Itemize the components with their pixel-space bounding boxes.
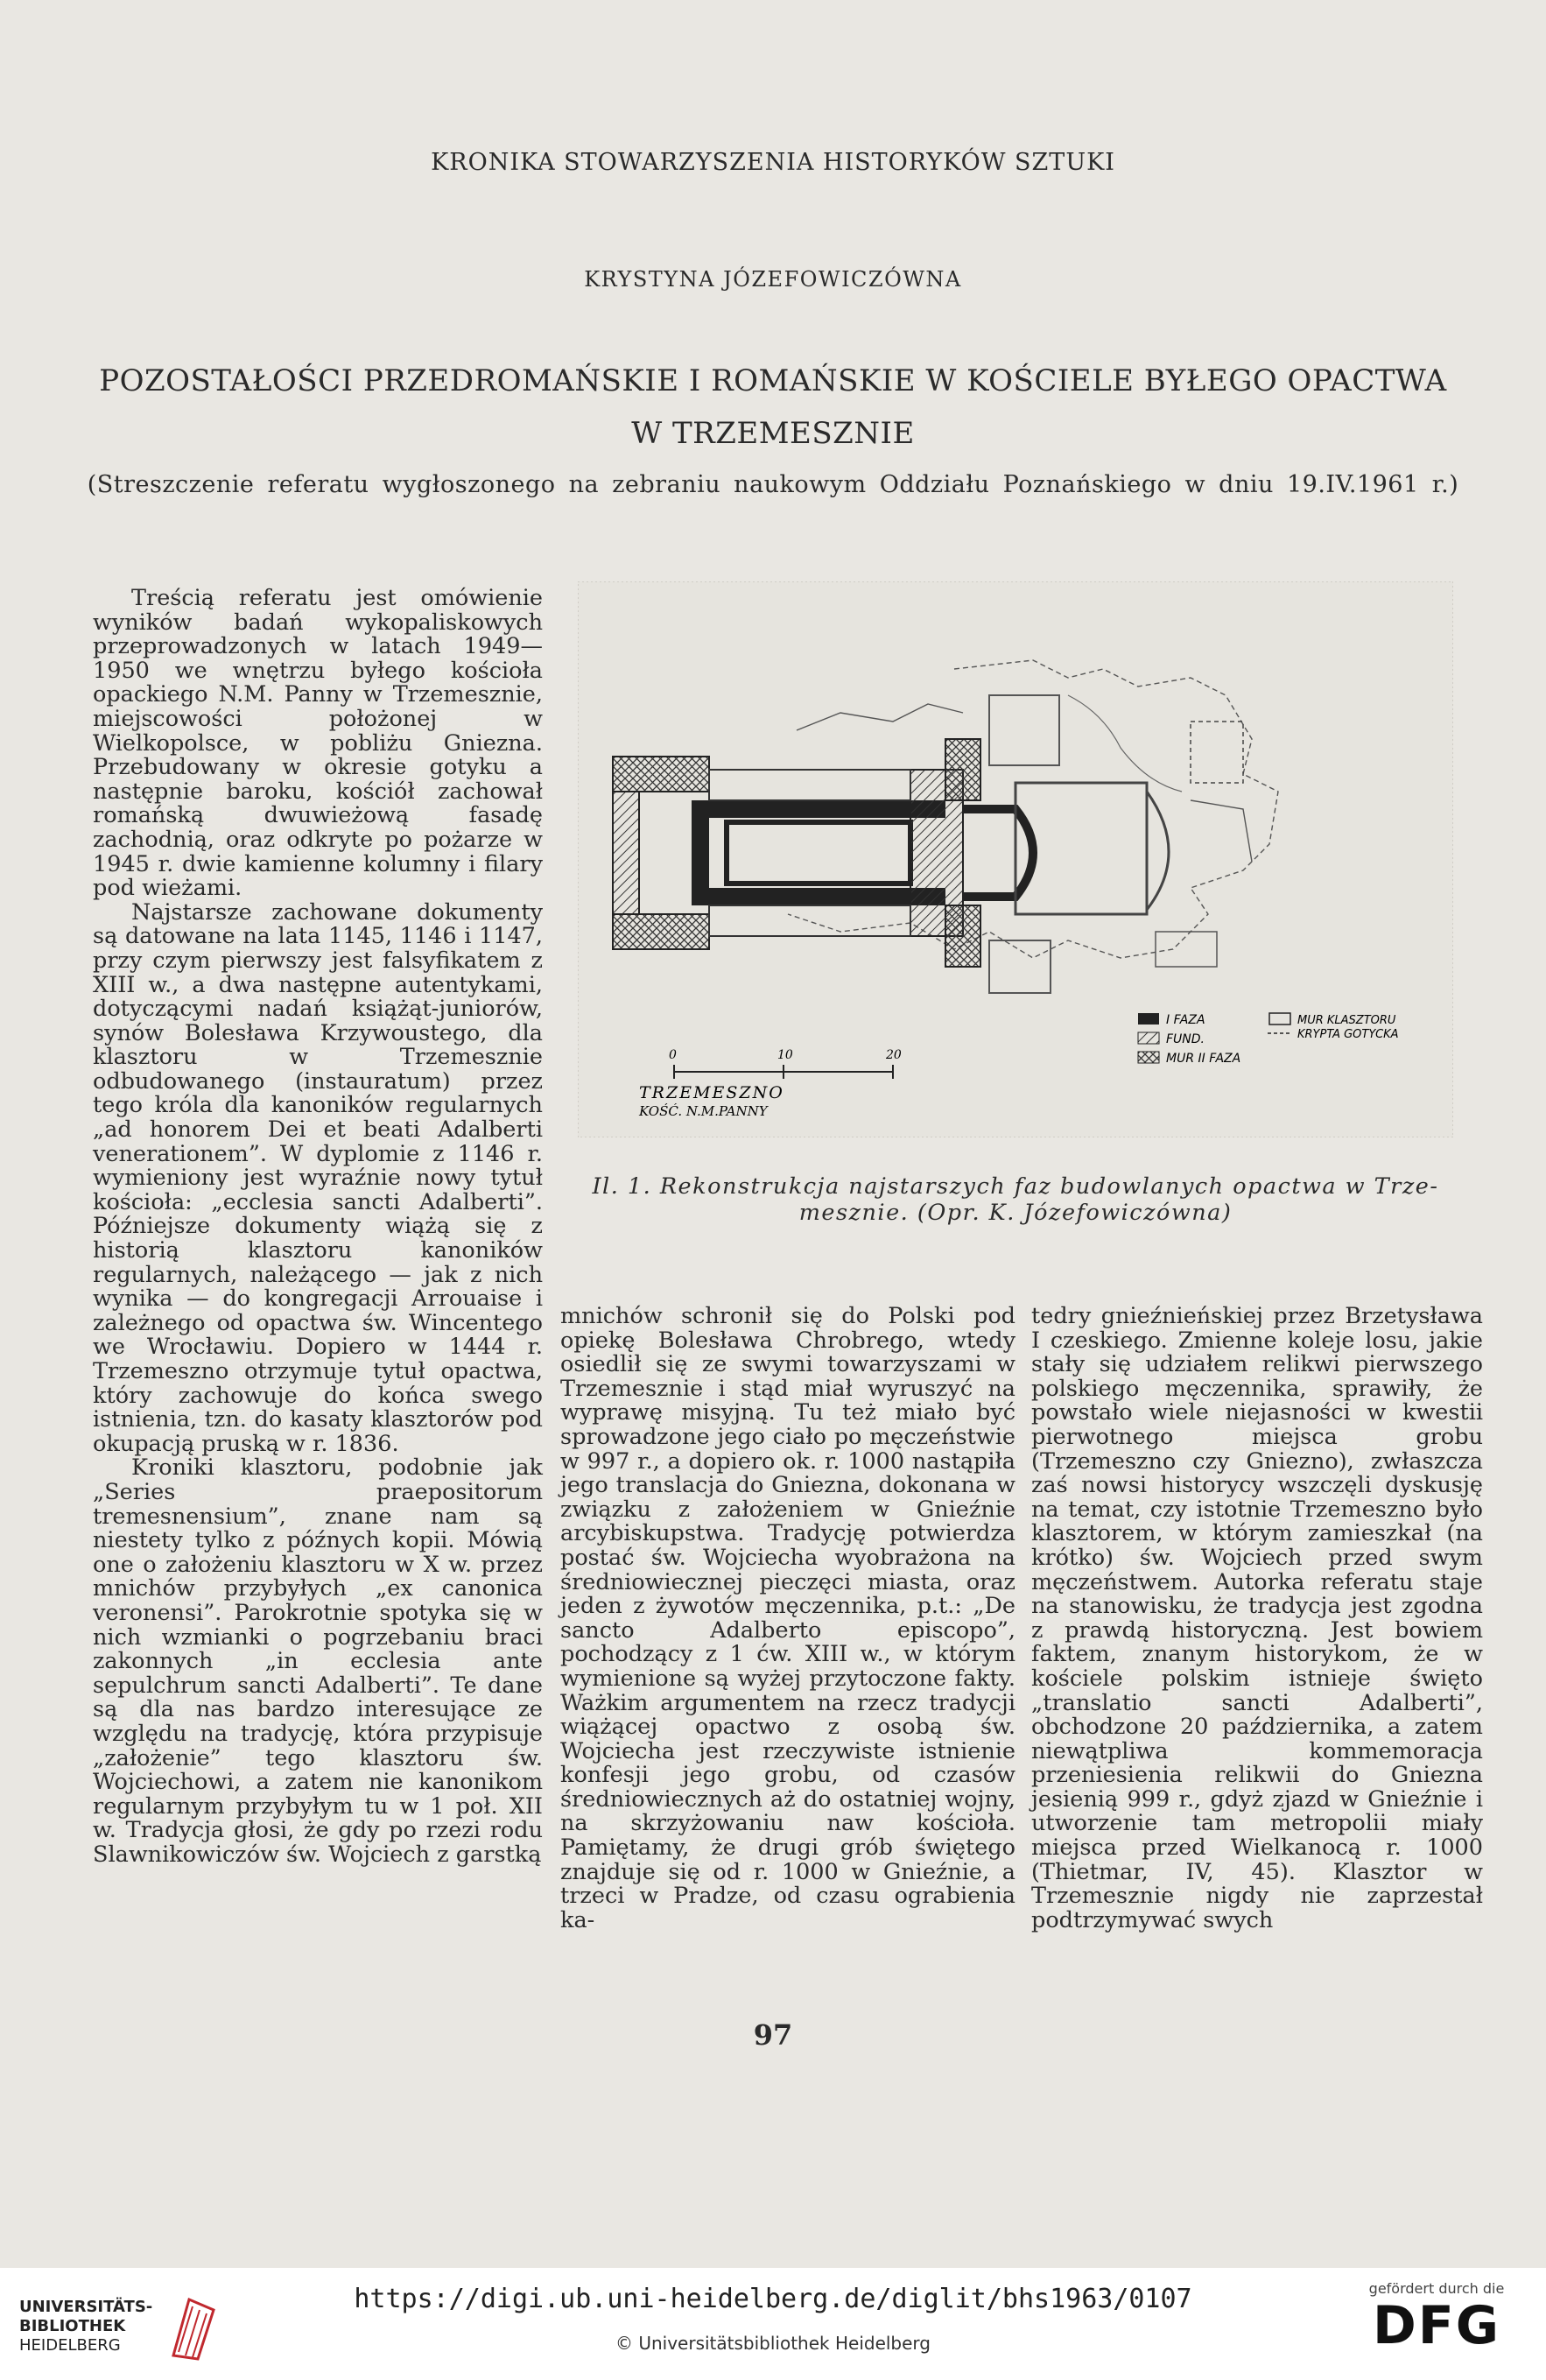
digitization-footer <box>0 2268 1546 2380</box>
text-column-2 <box>560 1305 1015 1933</box>
scale-mark-0: 0 <box>669 1048 677 1062</box>
permalink-url[interactable]: https://digi.ub.uni-heidelberg.de/diglit/bhs1963/0107 <box>354 2284 1192 2314</box>
scale-mark-10: 10 <box>777 1048 793 1062</box>
site-label: TRZEMESZNO <box>639 1083 784 1102</box>
legend-wall-phase2: MUR II FAZA <box>1166 1052 1241 1066</box>
author-name: KRYSTYNA JÓZEFOWICZÓWNA <box>584 267 962 292</box>
library-name-line1: UNIVERSITÄTS- <box>19 2298 153 2316</box>
page-number: 97 <box>753 2018 793 2052</box>
article-title <box>0 355 1546 460</box>
paragraph: Treścią referatu jest omówienie wyników badań wykopaliskowych przeprowadzonych w latach 1949—1950 we wnętrzu byłego kościoła opackiego N.M. Panny w Trzemesznie, miejscowości położonej w Wielkopolsce, w pobliżu Gniezna. Przebudowany w okresie gotyku a następnie baroku, kościół zachował romańską dwuwieżową fasadę zachodnią, oraz odkryte po pożarze w 1945 r. dwie kamienne kolumny i filary pod wieżami. <box>93 585 543 902</box>
library-name-line2: BIBLIOTHEK <box>19 2317 126 2335</box>
figure-caption-line1: Il. 1. Rekonstrukcja najstarszych faz budowlanych opactwa w Trze- <box>592 1173 1439 1200</box>
funder-note: gefördert durch die <box>1368 2280 1505 2297</box>
floor-plan-figure <box>578 581 1453 1137</box>
article-title-line2: W TRZEMESZNIE <box>631 416 915 451</box>
article-title-line1: POZOSTAŁOŚCI PRZEDROMAŃSKIE I ROMAŃSKIE W KOŚCIELE BYŁEGO OPACTWA <box>99 363 1447 398</box>
legend-monastery-wall: MUR KLASZTORU <box>1297 1014 1396 1027</box>
dfg-logo-text: DFG <box>1372 2295 1501 2356</box>
text-column-1 <box>93 587 543 1867</box>
paragraph: Kroniki klasztoru, podobnie jak „Series praepositorum tremesnensium”, znane nam są niestety tylko z późnych kopii. Mówią one o założeniu klasztoru w X w. przez mnichów przybyłych „ex canonica veronensi”. Parokrotnie spotyka się w nich wzmianki o pogrzebaniu braci zakonnych „in ecclesia ante sepulchrum sancti Adalberti”. Te dane są dla nas bardzo interesujące ze względu na tradycję, która przypisuje „założenie” tego klasztoru św. Wojciechowi, a zatem nie kanonikom regularnym przybyłym tu w 1 poł. XII w. Tradycja głosi, że gdy po rzezi rodu Slawnikowiczów św. Wojciech z garstką <box>93 1454 543 1868</box>
legend-gothic-crypt: KRYPTA GOTYCKA <box>1297 1028 1399 1041</box>
text-column-3 <box>1031 1305 1483 1933</box>
paragraph: tedry gnieźnieńskiej przez Brzetysława I czeskiego. Zmienne koleje losu, jakie stały się udziałem relikwi pierwszego polskiego męczennika, sprawiły, że powstało wiele niejasności w kwestii pierwotnego miejsca grobu (Trzemeszno czy Gniezno), zwłaszcza zaś nowsi historycy wszczęli dyskusję na temat, czy istotnie Trzemeszno było klasztorem, w którym zamieszkał (na krótko) św. Wojciech przed swym męczeństwem. Autorka referatu staje na stanowisku, że tradycja jest zgodna z prawdą historyczną. Jest bowiem faktem, znanym historykom, że w kościele polskim istnieje święto „translatio sancti Adalberti”, obchodzone 20 października, a zatem niewątpliwa kommemoracja przeniesienia relikwii do Gniezna jesienią 999 r., gdyż zjazd w Gnieźnie i utworzenie tam metropolii miały miejsca przed Wielkanocą r. 1000 (Thietmar, IV, 45). Klasztor w Trzemesznie nigdy nie zaprzestał podtrzymywać swych <box>1031 1303 1483 1933</box>
scale-mark-20: 20 <box>886 1048 902 1062</box>
legend-foundations: FUND. <box>1166 1032 1205 1046</box>
figure-caption-line2: mesznie. (Opr. K. Józefowiczówna) <box>798 1200 1233 1226</box>
running-head: KRONIKA STOWARZYSZENIA HISTORYKÓW SZTUKI <box>431 149 1115 176</box>
legend-phase1: I FAZA <box>1166 1013 1205 1027</box>
copyright-notice: © Universitätsbibliothek Heidelberg <box>615 2333 931 2354</box>
article-subtitle: (Streszczenie referatu wygłoszonego na zebraniu naukowym Oddziału Poznańskiego w dniu 19.IV.1961 r.) <box>87 471 1459 498</box>
paragraph: Najstarsze zachowane dokumenty są datowane na lata 1145, 1146 i 1147, przy czym pierwszy jest falsyfikatem z XIII w., a dwa następne autentykami, dotyczącymi nadań książąt-juniorów, synów Bolesława Krzywoustego, dla klasztoru w Trzemesznie odbudowanego (instauratum) przez tego króla dla kanoników regularnych „ad honorem Dei et beati Adalberti venerationem”. W dyplomie z 1146 r. wymieniony jest wyraźnie nowy tytuł kościoła: „ecclesia sancti Adalberti”. Późniejsze dokumenty wiążą się z historią klasztoru kanoników regularnych, należącego — jak z nich wynika — do kongregacji Arrouaise i zależnego od opactwa św. Wincentego we Wrocławiu. Dopiero w 1444 r. Trzemeszno otrzymuje tytuł opactwa, który zachowuje do końca swego istnienia, tzn. do kasaty klasztorów pod okupacją pruską w r. 1836. <box>93 898 543 1457</box>
figure-caption <box>578 1173 1453 1226</box>
floor-plan-drawing <box>578 581 1453 1137</box>
paragraph: mnichów schronił się do Polski pod opiekę Bolesława Chrobrego, wtedy osiedlił się ze swymi towarzyszami w Trzemesznie i stąd miał wyruszyć na wyprawę misyjną. Tu też miało być sprowadzone jego ciało po męczeństwie w 997 r., a dopiero ok. r. 1000 nastąpiła jego translacja do Gniezna, dokonana w związku z założeniem w Gnieźnie arcybiskupstwa. Tradycję potwierdza postać św. Wojciecha wyobrażona na średniowiecznej pieczęci miasta, oraz jeden z żywotów męczennika, p.t.: „De sancto Adalberto episcopo”, pochodzący z 1 ćw. XIII w., w którym wymienione są wyżej przytoczone fakty. Ważkim argumentem na rzecz tradycji wiążącej opactwo z osobą św. Wojciecha jest rzeczywiste istnienie konfesji jego grobu, od czasów średniowiecznych aż do ostatniej wojny, na skrzyżowaniu naw kościoła. Pamiętamy, że drugi grób świętego znajduje się od r. 1000 w Gnieźnie, a trzeci w Pradze, od czasu ograbienia ka- <box>560 1303 1015 1933</box>
site-sublabel: KOŚĆ. N.M.PANNY <box>639 1103 768 1119</box>
dfg-logo[interactable] <box>1362 2280 1511 2355</box>
library-name-line3: HEIDELBERG <box>19 2336 121 2355</box>
